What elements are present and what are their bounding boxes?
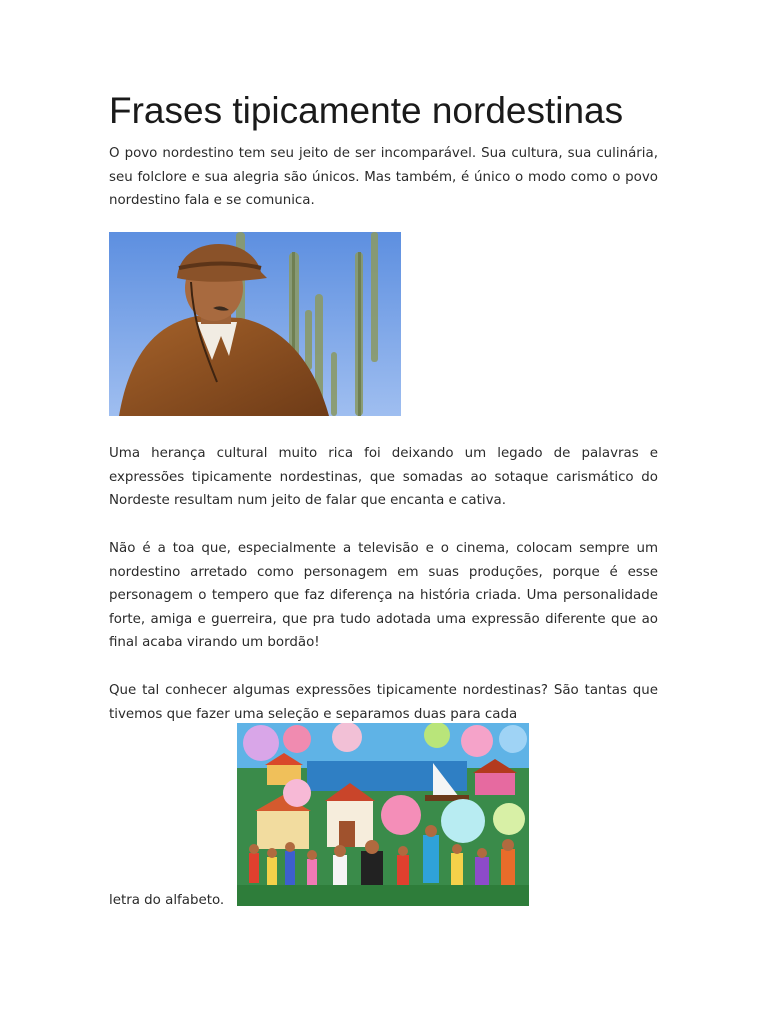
cowboy-photo xyxy=(109,232,401,416)
paragraph-television: Não é a toa que, especialmente a televisão e o cinema, colocam sempre um nordestino arretado como personagem em suas produções, porque é esse personagem o tempero que faz diferença na história criada. Uma personalidade forte, amiga e guerreira, que pra tudo adotada uma expressão diferente que ao final acaba virando um bordão! xyxy=(109,541,658,650)
paragraph-intro: O povo nordestino tem seu jeito de ser incomparável. Sua cultura, sua culinária, seu folclore e sua alegria são únicos. Mas também, é único o modo como o povo nordestino fala e se comunica. xyxy=(109,146,658,208)
page-title: Frases tipicamente nordestinas xyxy=(109,90,624,131)
folk-painting xyxy=(237,723,529,906)
paragraph-heritage: Uma herança cultural muito rica foi deixando um legado de palavras e expressões tipicamente nordestinas, que somadas ao sotaque carismático do Nordeste resultam num jeito de falar que encanta e cativa. xyxy=(109,446,658,508)
paragraph-expressions-end: letra do alfabeto. xyxy=(109,893,225,908)
paragraph-expressions: Que tal conhecer algumas expressões tipicamente nordestinas? São tantas que tivemos que fazer uma seleção e separamos duas para cada xyxy=(109,683,658,722)
